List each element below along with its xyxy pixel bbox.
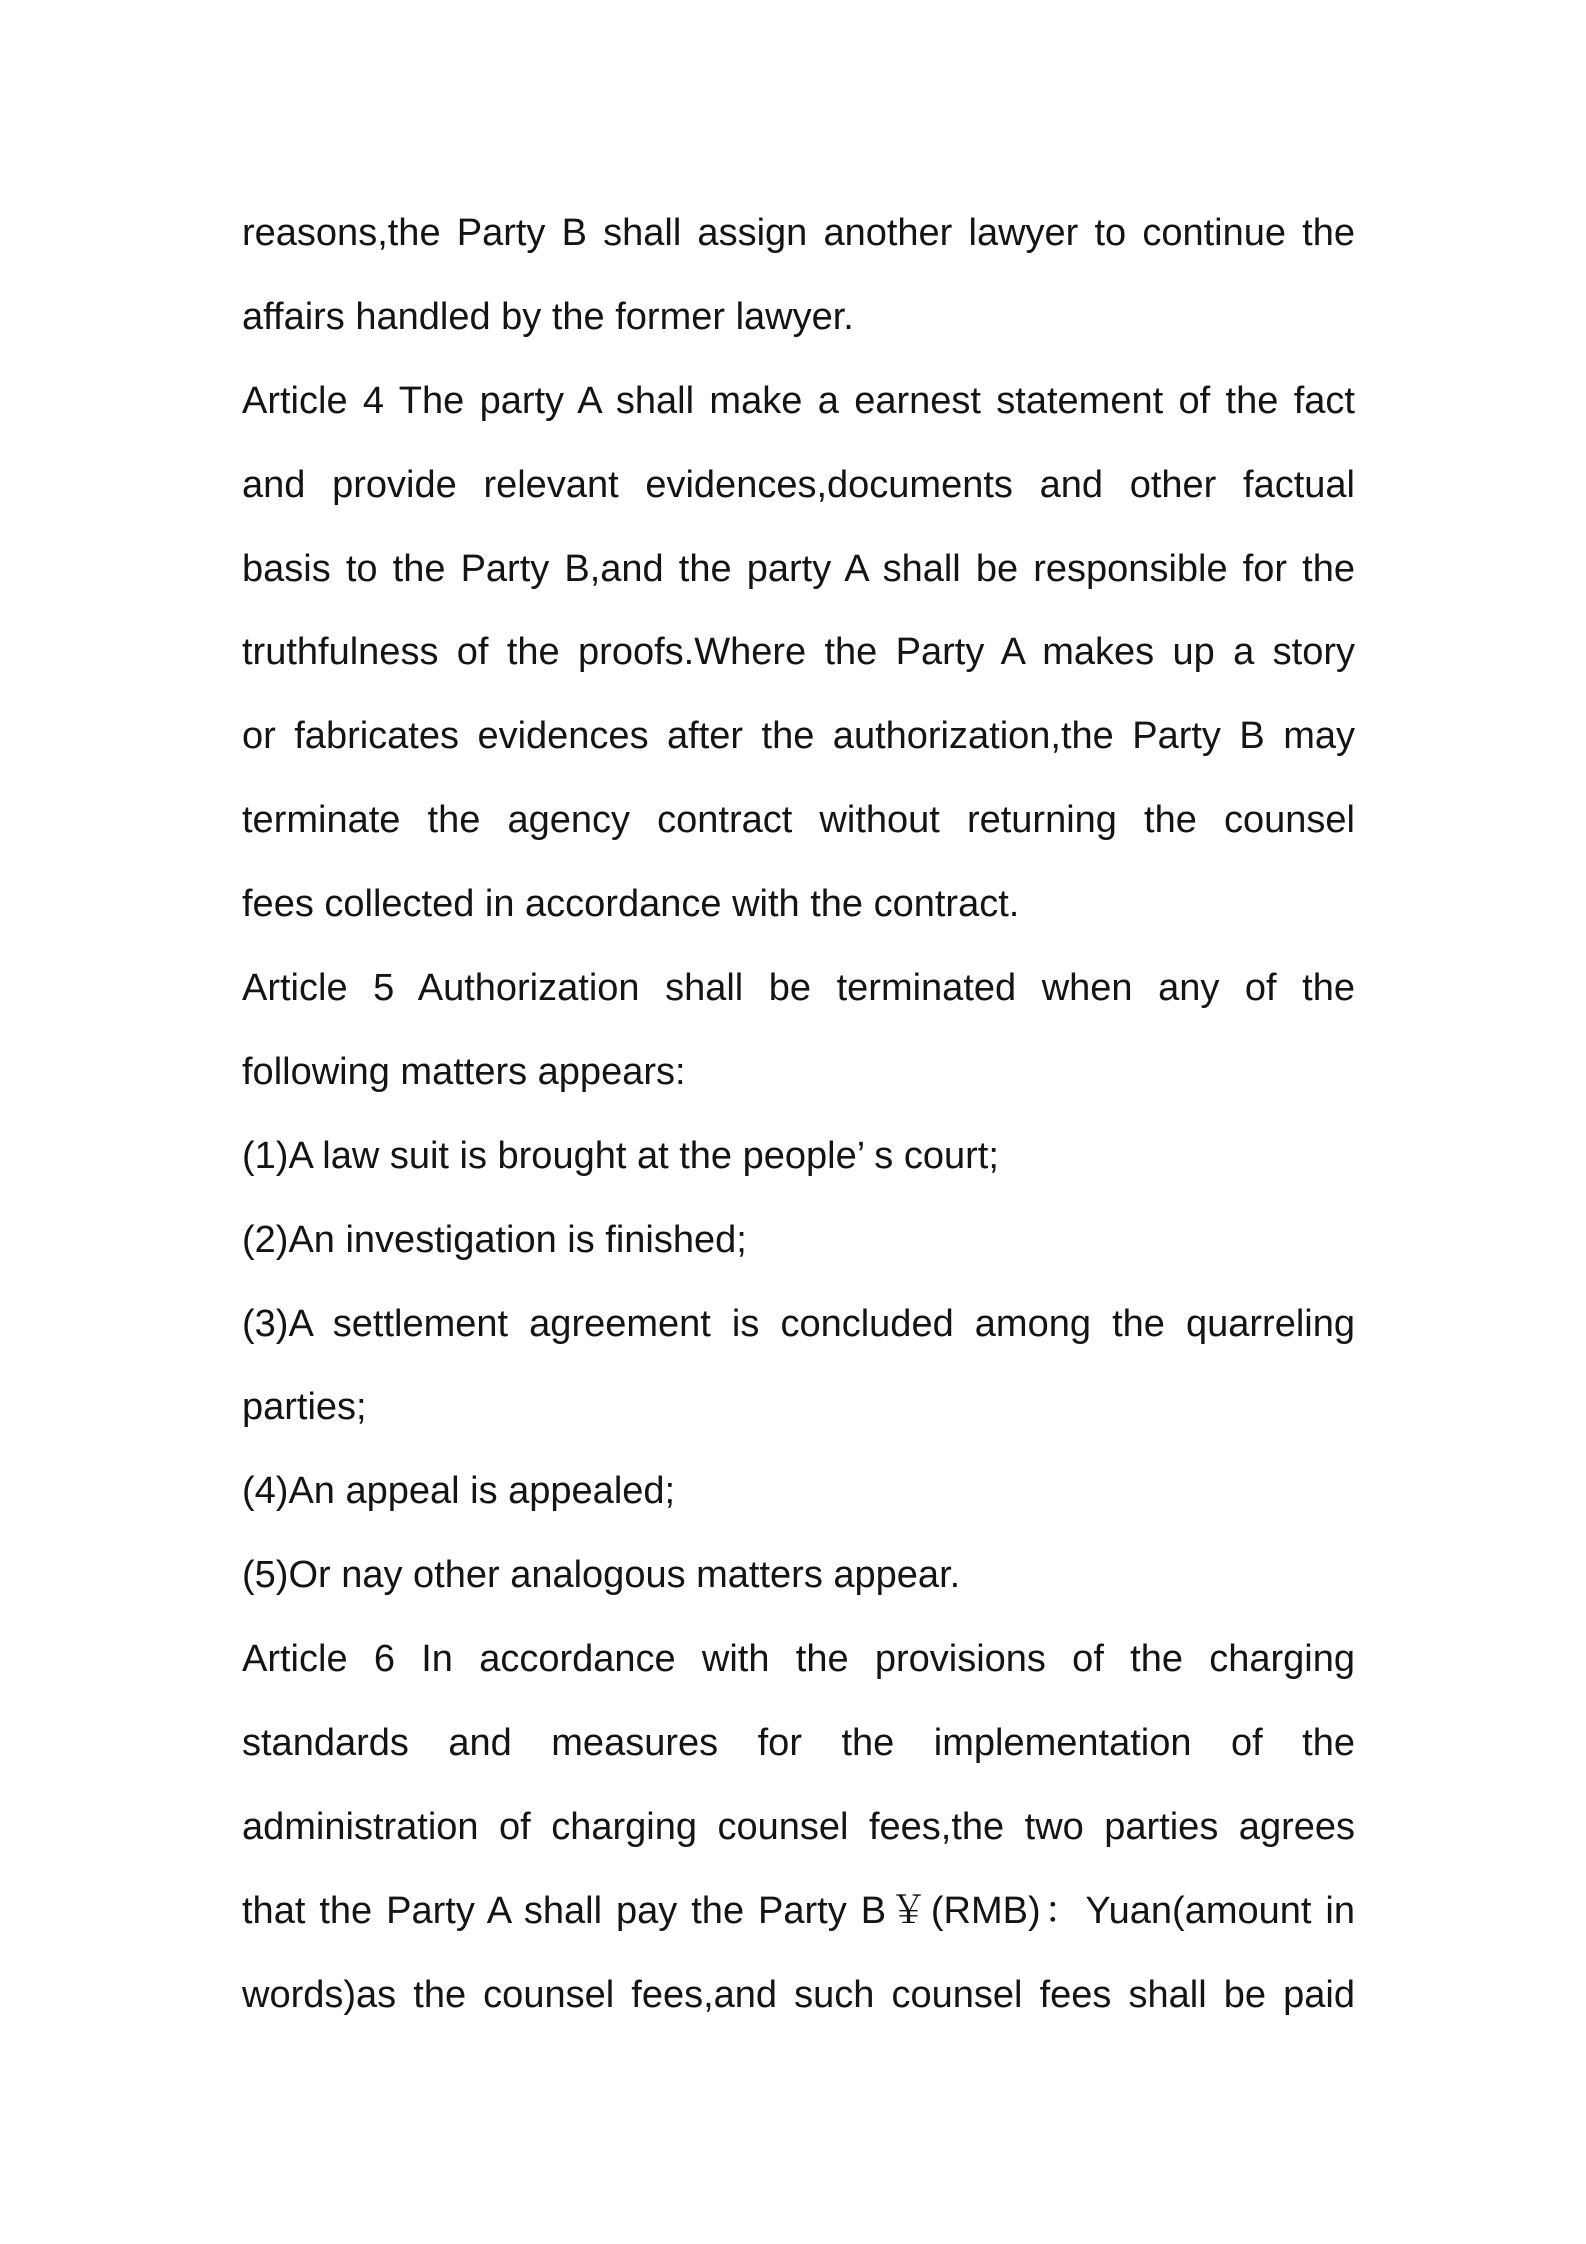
article-heading-line: Article 5 Authorization shall be terminated when any of the	[242, 967, 1355, 1010]
list-item	[242, 1534, 1355, 1618]
article-heading-line: Article 6 In accordance with the provisions of the charging	[242, 1638, 1355, 1681]
list-item-line: (1)A law suit is brought at the people’ s court;	[242, 1134, 999, 1177]
paragraph-line: words)as the counsel fees,and such counsel fees shall be paid	[242, 1973, 1355, 2016]
article-6	[242, 1618, 1355, 2037]
paragraph-line: basis to the Party B,and the party A shall be responsible for the	[242, 547, 1355, 590]
list-item-line: (2)An investigation is finished;	[242, 1218, 747, 1261]
list-item	[242, 1450, 1355, 1534]
list-item	[242, 1283, 1355, 1451]
paragraph-line: following matters appears:	[242, 1050, 686, 1093]
document-body	[242, 192, 1355, 2038]
paragraph-line: truthfulness of the proofs.Where the Party A makes up a story	[242, 631, 1355, 674]
list-item-line: (5)Or nay other analogous matters appear.	[242, 1554, 961, 1597]
list-item	[242, 1199, 1355, 1283]
article-3-continuation	[242, 192, 1355, 360]
paragraph-line: terminate the agency contract without returning the counsel	[242, 799, 1355, 842]
list-item-line: (3)A settlement agreement is concluded among the quarreling	[242, 1302, 1355, 1345]
article-heading-line: Article 4 The party A shall make a earnest statement of the fact	[242, 379, 1355, 422]
paragraph-line: affairs handled by the former lawyer.	[242, 295, 854, 338]
list-item	[242, 1115, 1355, 1199]
paragraph-line: or fabricates evidences after the authorization,the Party B may	[242, 715, 1355, 758]
article-4	[242, 360, 1355, 947]
list-item-line: parties;	[242, 1386, 367, 1429]
paragraph-line: administration of charging counsel fees,the two parties agrees	[242, 1805, 1355, 1848]
paragraph-line: fees collected in accordance with the contract.	[242, 883, 1020, 926]
termination-list	[242, 1115, 1355, 1618]
list-item-line: (4)An appeal is appealed;	[242, 1470, 676, 1513]
paragraph-line: standards and measures for the implementation of the	[242, 1722, 1355, 1765]
paragraph-line: reasons,the Party B shall assign another lawyer to continue the	[242, 212, 1355, 254]
paragraph-line: and provide relevant evidences,documents and other factual	[242, 463, 1355, 506]
article-5	[242, 947, 1355, 1618]
paragraph-line: that the Party A shall pay the Party B￥(RMB)：Yuan(amount in	[242, 1889, 1355, 1932]
